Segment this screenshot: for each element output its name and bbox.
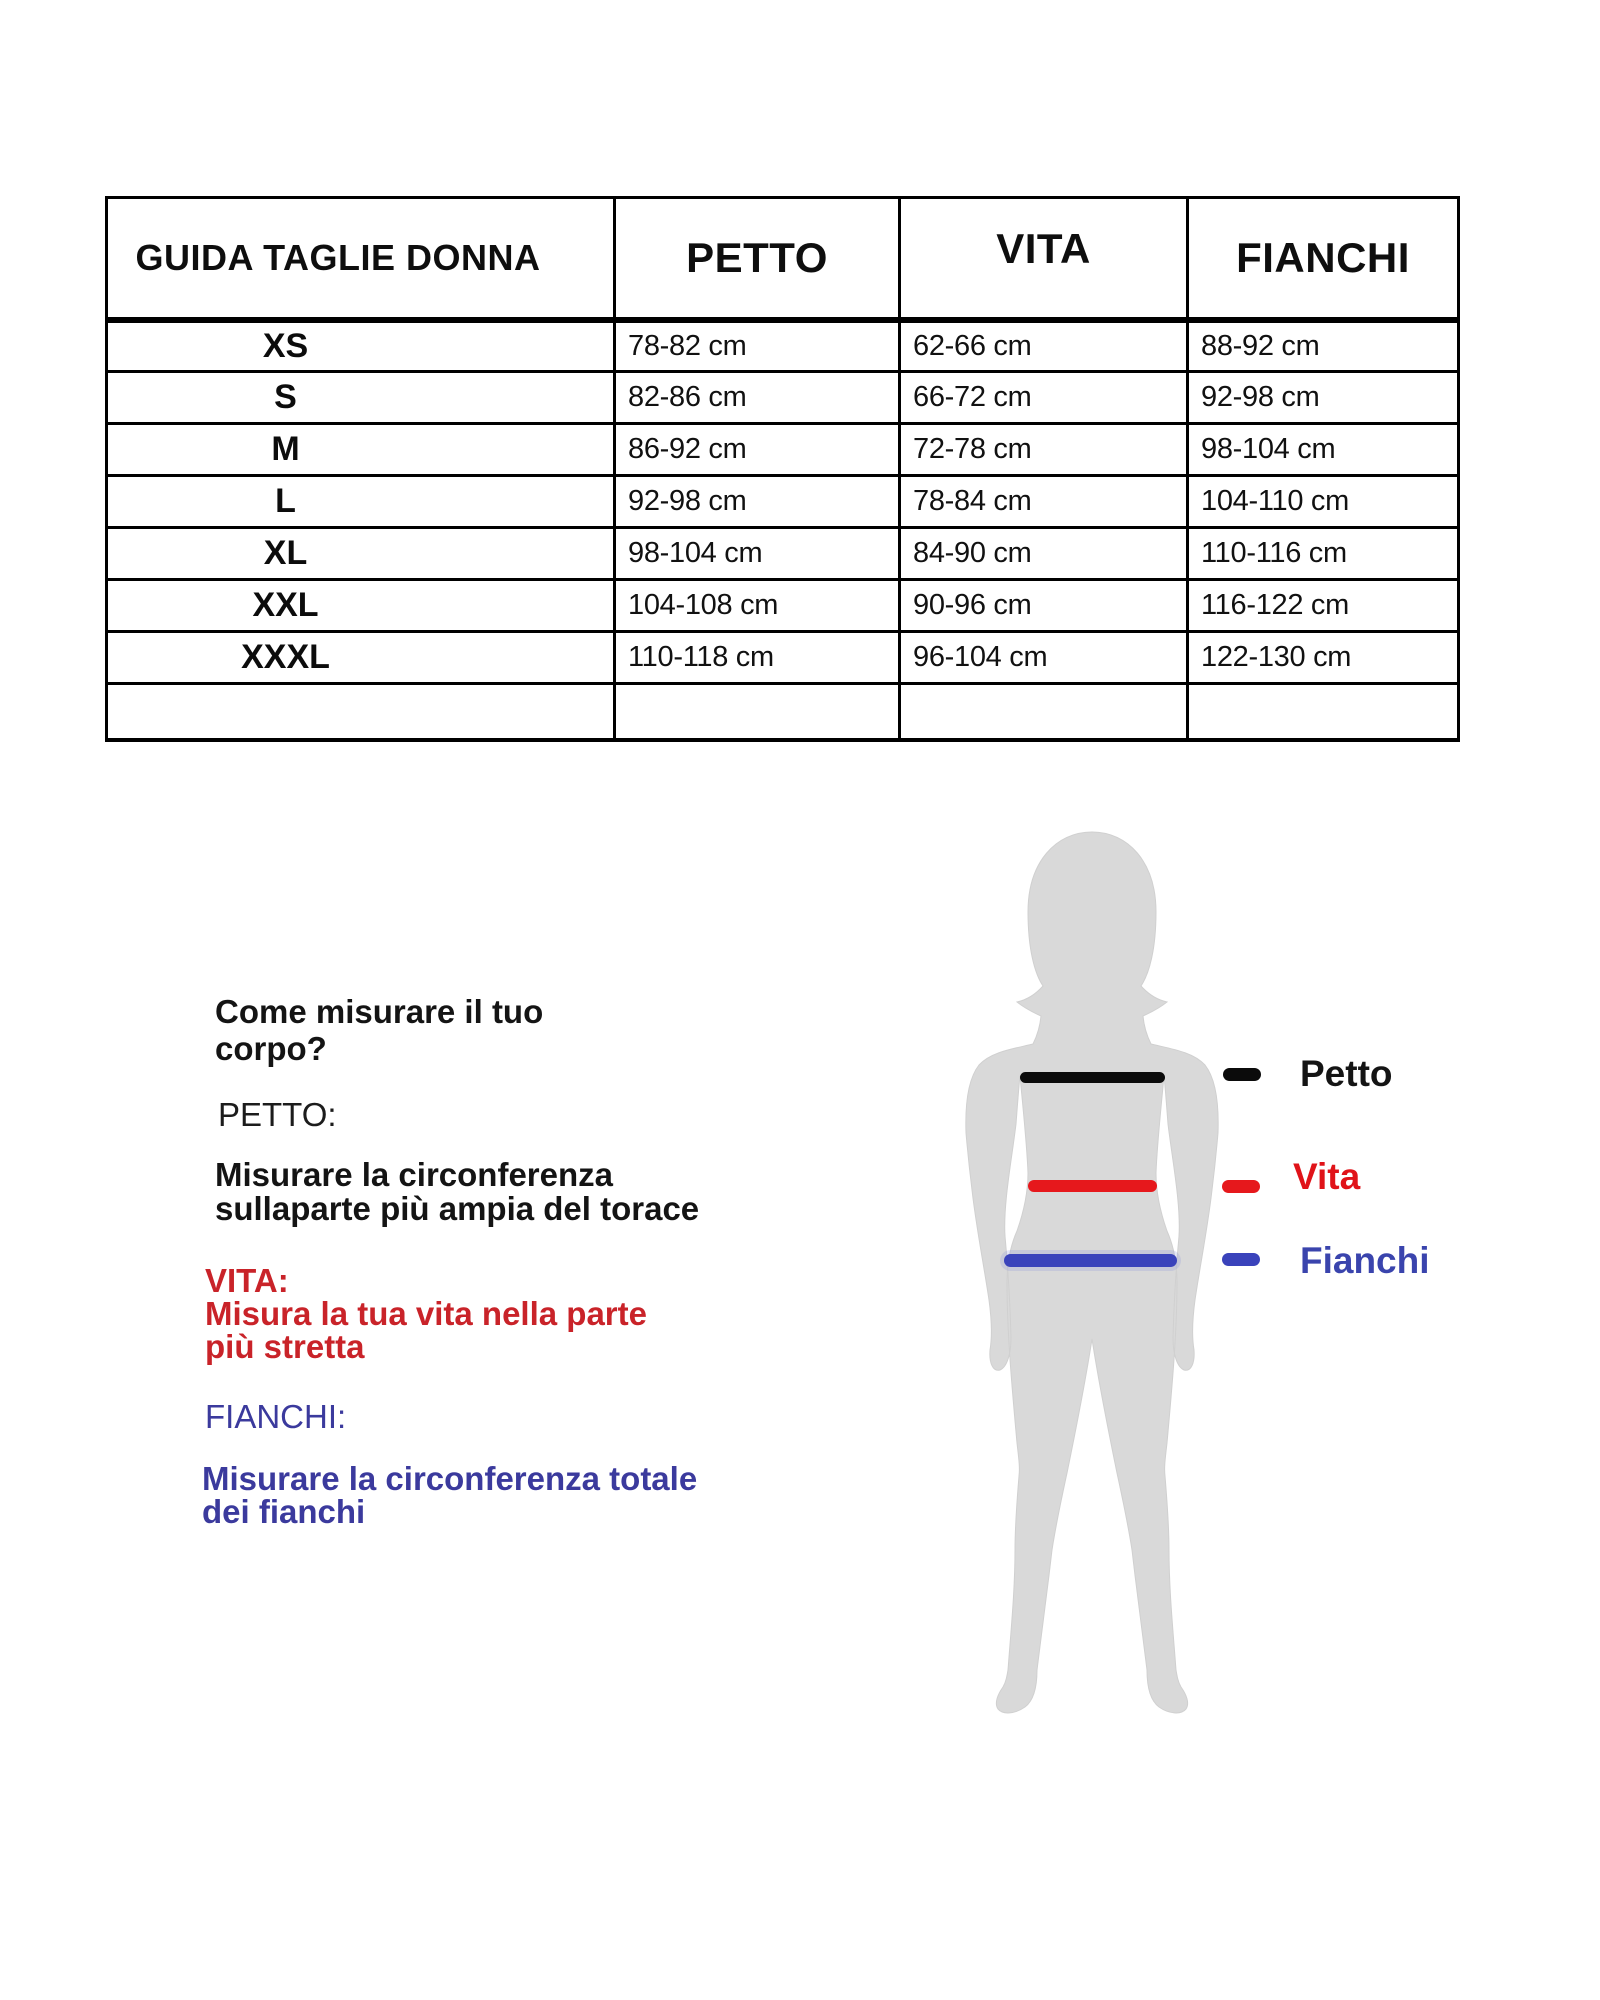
fianchi-heading: FIANCHI: <box>205 1398 347 1435</box>
table-row <box>107 372 1459 424</box>
fianchi-value: 92-98 cm <box>1188 372 1459 424</box>
petto-legend-label: Petto <box>1300 1053 1393 1094</box>
size-label: M <box>107 424 615 476</box>
table-row <box>107 476 1459 528</box>
petto-desc-line-2: sullaparte più ampia del torace <box>215 1190 700 1227</box>
intro-line-2: corpo? <box>215 1030 327 1067</box>
petto-value: 98-104 cm <box>615 528 900 580</box>
petto-value <box>615 684 900 740</box>
petto-measure-line <box>1020 1072 1165 1083</box>
vita-value: 66-72 cm <box>900 372 1188 424</box>
table-empty-row <box>107 684 1459 740</box>
fianchi-value <box>1188 684 1459 740</box>
vita-desc-line-2: più stretta <box>205 1328 365 1365</box>
vita-value: 90-96 cm <box>900 580 1188 632</box>
petto-description <box>215 1158 699 1226</box>
table-row <box>107 580 1459 632</box>
table-row <box>107 528 1459 580</box>
column-header-vita-text: VITA <box>996 224 1091 272</box>
vita-legend-dash <box>1222 1180 1260 1193</box>
size-label: S <box>107 372 615 424</box>
fianchi-description <box>202 1462 697 1528</box>
vita-legend-label: Vita <box>1293 1156 1361 1197</box>
vita-desc-line-1: Misura la tua vita nella parte <box>205 1295 647 1332</box>
petto-value: 82-86 cm <box>615 372 900 424</box>
fianchi-value: 88-92 cm <box>1188 320 1459 372</box>
fianchi-measure-line <box>1004 1254 1177 1267</box>
size-label: XXL <box>107 580 615 632</box>
size-guide-table <box>105 196 1460 742</box>
table-row <box>107 632 1459 684</box>
petto-legend-dash <box>1223 1068 1261 1081</box>
fianchi-legend-dash <box>1222 1253 1260 1266</box>
vita-value: 62-66 cm <box>900 320 1188 372</box>
column-header-fianchi: FIANCHI <box>1188 198 1459 320</box>
size-label: XXXL <box>107 632 615 684</box>
size-label: XS <box>107 320 615 372</box>
vita-value: 96-104 cm <box>900 632 1188 684</box>
petto-value: 78-82 cm <box>615 320 900 372</box>
vita-value: 78-84 cm <box>900 476 1188 528</box>
column-header-petto: PETTO <box>615 198 900 320</box>
fianchi-value: 116-122 cm <box>1188 580 1459 632</box>
petto-value: 104-108 cm <box>615 580 900 632</box>
fianchi-value: 104-110 cm <box>1188 476 1459 528</box>
table-title: GUIDA TAGLIE DONNA <box>107 198 615 320</box>
size-label <box>107 684 615 740</box>
woman-silhouette <box>950 828 1234 1723</box>
vita-measure-line <box>1028 1180 1157 1192</box>
vita-heading: VITA: <box>205 1262 289 1299</box>
intro-text <box>215 993 543 1067</box>
fianchi-value: 110-116 cm <box>1188 528 1459 580</box>
vita-value <box>900 684 1188 740</box>
petto-value: 92-98 cm <box>615 476 900 528</box>
intro-line-1: Come misurare il tuo <box>215 993 544 1030</box>
vita-value: 84-90 cm <box>900 528 1188 580</box>
vita-value: 72-78 cm <box>900 424 1188 476</box>
column-header-vita <box>900 198 1188 320</box>
table-row <box>107 424 1459 476</box>
fianchi-desc-line-1: Misurare la circonferenza totale <box>202 1460 698 1497</box>
fianchi-legend-label: Fianchi <box>1300 1240 1430 1281</box>
table-row <box>107 320 1459 372</box>
table-header-row <box>107 198 1459 320</box>
petto-value: 86-92 cm <box>615 424 900 476</box>
vita-section <box>205 1264 647 1363</box>
fianchi-value: 98-104 cm <box>1188 424 1459 476</box>
petto-heading: PETTO: <box>218 1096 337 1133</box>
petto-desc-line-1: Misurare la circonferenza <box>215 1156 613 1193</box>
fianchi-value: 122-130 cm <box>1188 632 1459 684</box>
size-label: XL <box>107 528 615 580</box>
petto-value: 110-118 cm <box>615 632 900 684</box>
fianchi-desc-line-2: dei fianchi <box>202 1493 366 1530</box>
size-label: L <box>107 476 615 528</box>
